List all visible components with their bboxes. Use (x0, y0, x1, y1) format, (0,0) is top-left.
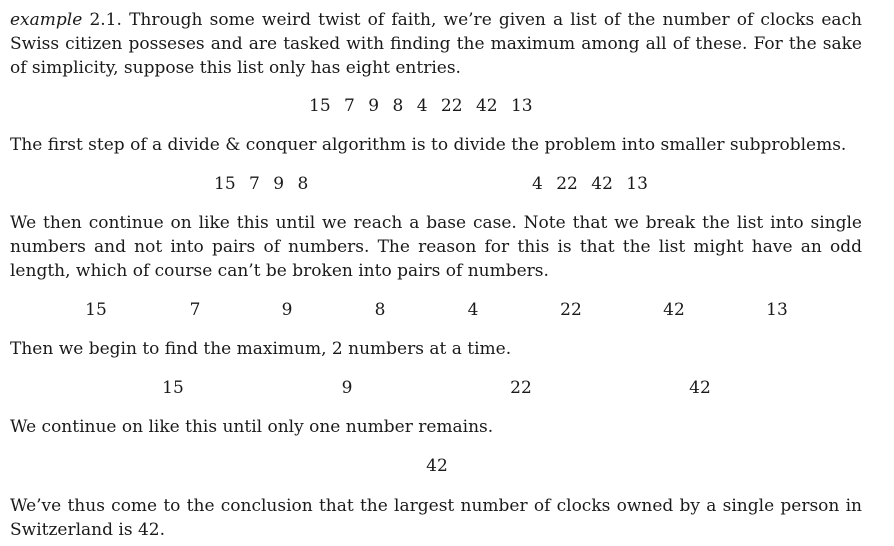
conclusion-paragraph: We’ve thus come to the conclusion that the largest number of clocks owned by a single person in Switzerland is 42. (10, 496, 862, 540)
full-list-row (0, 94, 894, 118)
pair-max-row (0, 376, 894, 400)
divide-paragraph: The first step of a divide & conquer algorithm is to divide the problem into smaller subproblems. (10, 135, 847, 155)
until-one-paragraph: We continue on like this until only one number remains. (10, 417, 494, 437)
final-row (0, 454, 894, 478)
single-number: 4 (467, 300, 479, 320)
pair-max-number: 15 (162, 378, 184, 398)
single-number: 42 (663, 300, 685, 320)
single-number: 8 (374, 300, 386, 320)
example-intro-text: Through some weird twist of faith, we’re given a list of the number of clocks each Swiss citizen posseses and are tasked with finding the maximum among all of these. For the sake of simplicity, suppose this list only has eight entries. (10, 10, 862, 78)
split-list-row (0, 172, 894, 196)
right-half-list: 4 22 42 13 (532, 174, 648, 194)
pair-max-number: 42 (689, 378, 711, 398)
single-number: 22 (560, 300, 582, 320)
final-number: 42 (426, 456, 448, 476)
single-number: 9 (281, 300, 293, 320)
left-half-list: 15 7 9 8 (214, 174, 309, 194)
example-label: example (10, 10, 83, 30)
continue-paragraph: We then continue on like this until we reach a base case. Note that we break the list into single numbers and not into pairs of numbers. The reason for this is that the list might have an odd length, which of course can’t be broken into pairs of numbers. (10, 213, 862, 281)
maximum-paragraph: Then we begin to find the maximum, 2 numbers at a time. (10, 339, 512, 359)
pair-max-number: 9 (341, 378, 353, 398)
example-paragraph (10, 8, 862, 80)
single-number: 15 (85, 300, 107, 320)
example-number: 2.1. (89, 10, 122, 30)
pair-max-number: 22 (510, 378, 532, 398)
full-list: 15 7 9 8 4 22 42 13 (309, 96, 533, 116)
single-number: 13 (766, 300, 788, 320)
singles-row (0, 298, 894, 322)
single-number: 7 (189, 300, 201, 320)
